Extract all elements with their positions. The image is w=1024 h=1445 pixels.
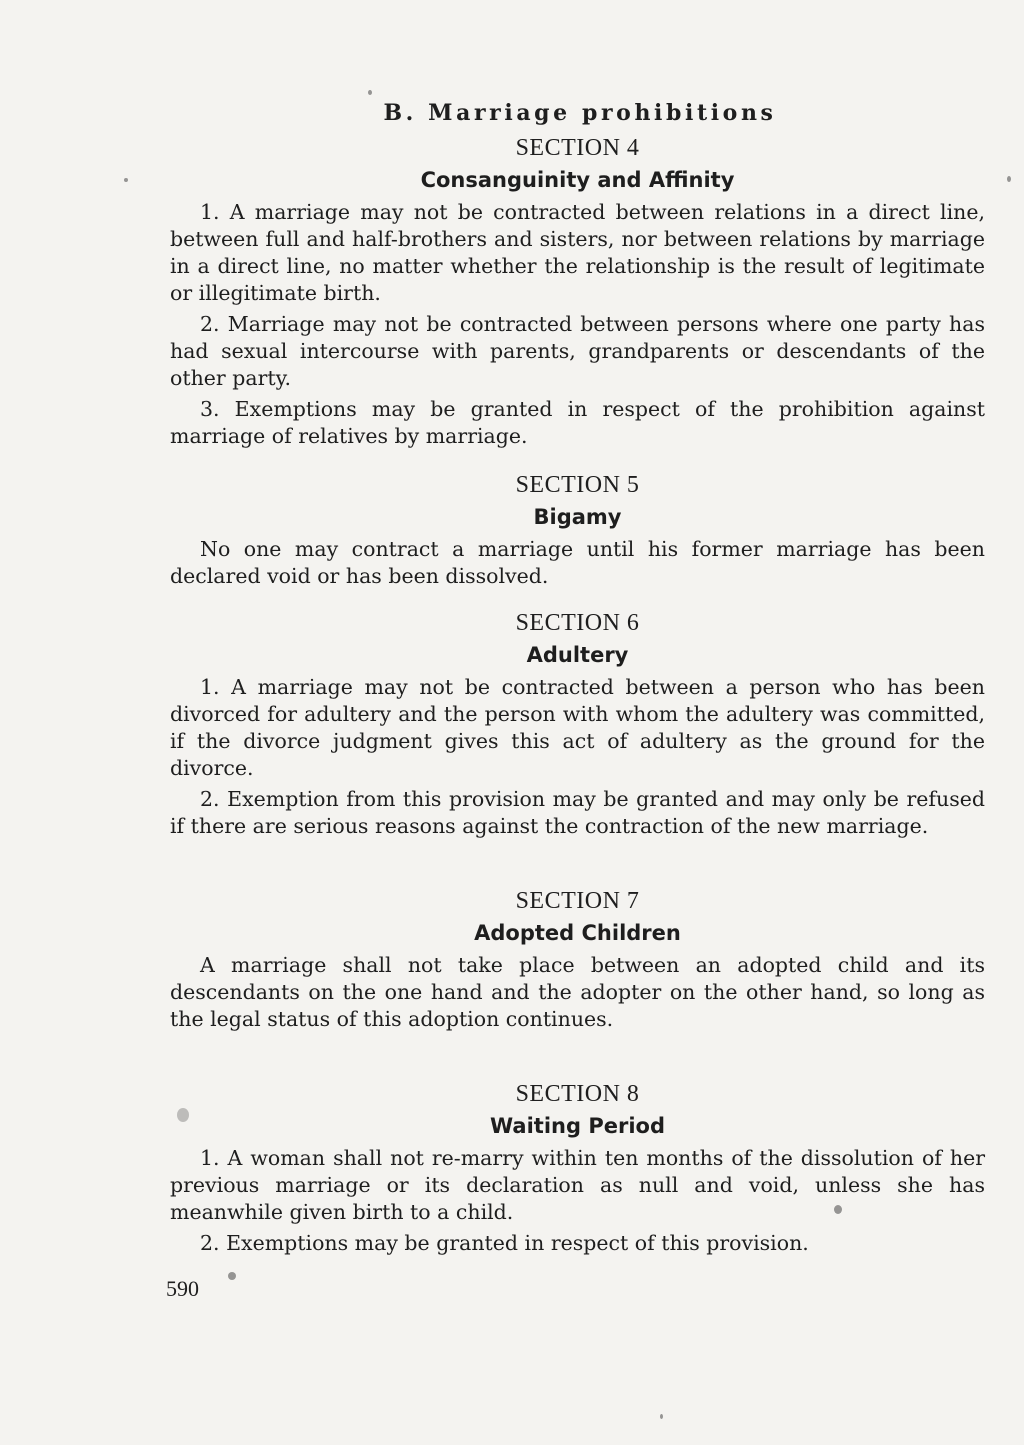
section-number: SECTION 6 xyxy=(515,610,640,636)
page-number: 590 xyxy=(166,1276,199,1301)
scan-speck xyxy=(228,1272,236,1280)
section-title: Consanguinity and Affinity xyxy=(420,168,735,192)
section-8 xyxy=(170,1078,985,1261)
section-5 xyxy=(170,469,985,594)
scan-speck xyxy=(1007,176,1011,182)
paragraph: A marriage shall not take place between an adopted child and its descendants on the one hand and the adopter on the other hand, so long as the legal status of this adoption continues. xyxy=(170,953,985,1031)
scan-speck xyxy=(124,178,128,182)
section-title: Waiting Period xyxy=(490,1114,665,1138)
paragraph: 3. Exemptions may be granted in respect of the prohibition against marriage of relatives by marriage. xyxy=(170,397,985,448)
section-number: SECTION 5 xyxy=(515,472,640,498)
chapter-heading: B. Marriage prohibitions xyxy=(383,100,777,126)
paragraph: No one may contract a marriage until his former marriage has been declared void or has been dissolved. xyxy=(170,537,985,588)
scan-speck xyxy=(177,1108,189,1122)
section-number: SECTION 8 xyxy=(515,1081,640,1107)
scan-speck xyxy=(368,90,372,95)
paragraph: 2. Exemptions may be granted in respect of this provision. xyxy=(200,1231,809,1255)
scan-speck xyxy=(834,1205,842,1214)
paragraph: 1. A marriage may not be contracted between a person who has been divorced for adultery and the person with whom the adultery was committed, if the divorce judgment gives this act of adultery as the ground for the divorce. xyxy=(170,675,985,780)
paragraph: 1. A marriage may not be contracted between relations in a direct line, between full and half-brothers and sisters, nor between relations by marriage in a direct line, no matter whether the relationship is the result of legitimate or illegitimate birth. xyxy=(170,200,985,305)
paragraph: 2. Marriage may not be contracted between persons where one party has had sexual intercourse with parents, grandparents or descendants of the other party. xyxy=(170,312,985,390)
paragraph: 1. A woman shall not re-marry within ten months of the dissolution of her previous marriage or its declaration as null and void, unless she has meanwhile given birth to a child. xyxy=(170,1146,985,1224)
section-number: SECTION 4 xyxy=(515,135,640,161)
section-4 xyxy=(170,132,985,454)
scan-speck xyxy=(660,1414,663,1419)
section-title: Adopted Children xyxy=(474,921,681,945)
section-title: Bigamy xyxy=(533,505,622,529)
section-title: Adultery xyxy=(526,643,629,667)
section-number: SECTION 7 xyxy=(515,888,640,914)
section-7 xyxy=(170,885,985,1037)
paragraph: 2. Exemption from this provision may be granted and may only be refused if there are serious reasons against the contraction of the new marriage. xyxy=(170,787,985,838)
section-6 xyxy=(170,607,985,844)
